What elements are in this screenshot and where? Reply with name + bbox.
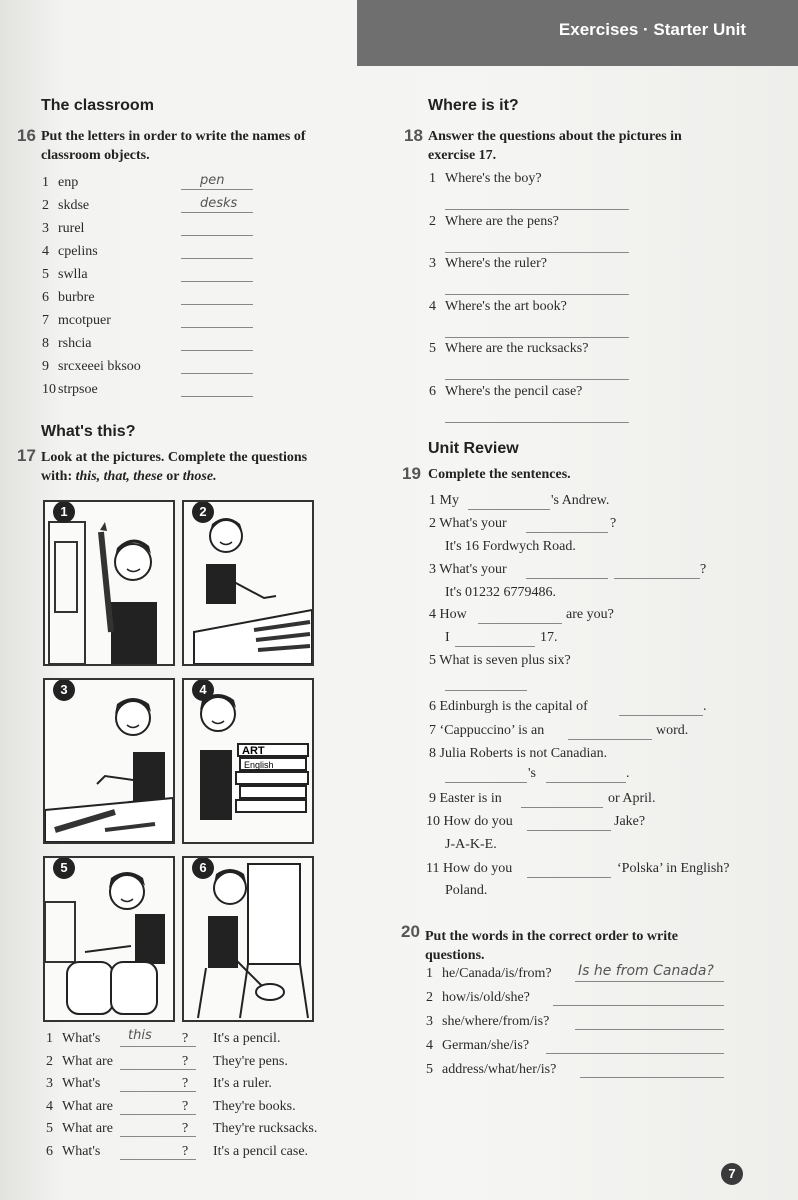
panel-badge-5: 5 — [53, 857, 75, 879]
list-item — [42, 244, 98, 260]
answer-line[interactable] — [181, 212, 253, 213]
header-banner — [357, 0, 798, 66]
review-8-end: . — [626, 766, 630, 781]
section-title-where-is-it: Where is it? — [428, 97, 519, 114]
scrambled-word: mcotpuer — [58, 313, 111, 328]
review-4-reply-start: I — [445, 630, 450, 645]
question-text: Where are the pens? — [445, 213, 559, 229]
item-number: 1 — [42, 175, 49, 190]
item-number: 8 — [42, 336, 49, 351]
answer-line[interactable] — [546, 1053, 724, 1054]
question-start: What's — [62, 1076, 101, 1091]
list-item — [42, 290, 95, 306]
answer-line[interactable] — [445, 337, 629, 338]
scrambled-word: cpelins — [58, 244, 98, 259]
review-1-end: 's Andrew. — [551, 493, 610, 508]
question-row — [426, 1038, 529, 1054]
picture-panel-3 — [43, 678, 175, 844]
question-mark: ? — [182, 1121, 189, 1136]
review-11-start: 11 How do you — [426, 861, 513, 876]
review-10-start: 10 How do you — [426, 814, 513, 829]
item-number: 6 — [42, 290, 49, 305]
boy-pointing-at-pens-icon — [184, 502, 312, 664]
question-row — [426, 966, 552, 982]
answer-line[interactable] — [181, 258, 253, 259]
question-row — [46, 1054, 113, 1070]
item-number: 4 — [42, 244, 49, 259]
panel-badge-2: 2 — [192, 501, 214, 523]
review-7-start: 7 ‘Cappuccino’ is an — [429, 723, 545, 738]
item-number: 3 — [46, 1076, 53, 1091]
jumbled-words: she/where/from/is? — [442, 1014, 550, 1029]
item-number: 5 — [426, 1062, 433, 1077]
question-start: What's — [62, 1143, 101, 1159]
panel-badge-6: 6 — [192, 857, 214, 879]
answer-line-19-6[interactable] — [619, 715, 703, 716]
item-number: 6 — [429, 383, 436, 399]
answer-line-19-2[interactable] — [526, 532, 608, 533]
instruction-17-or: or — [162, 469, 183, 484]
jumbled-words: German/she/is? — [442, 1038, 530, 1053]
answer-line[interactable] — [445, 252, 629, 253]
list-item — [42, 267, 88, 283]
list-item — [42, 198, 89, 214]
scrambled-word: burbre — [58, 290, 95, 305]
instruction-17-part-b: with: — [41, 469, 76, 484]
item-number: 1 — [46, 1031, 53, 1046]
review-4-start: 4 How — [429, 607, 467, 622]
answer-line-19-4b[interactable] — [455, 646, 535, 647]
answer-line[interactable] — [445, 379, 629, 380]
answer-line[interactable] — [181, 350, 253, 351]
review-2-start: 2 What's your — [429, 516, 507, 531]
answer-line-19-10[interactable] — [527, 830, 611, 831]
handwritten-answer: pen — [200, 173, 225, 188]
jumbled-words: he/Canada/is/from? — [442, 966, 552, 981]
answer-line[interactable] — [445, 209, 629, 210]
question-row — [429, 171, 542, 187]
boy-with-pencil-icon — [45, 502, 173, 664]
section-title-classroom: The classroom — [41, 97, 154, 114]
list-item — [42, 175, 78, 191]
list-item — [42, 336, 91, 352]
question-row — [429, 299, 567, 315]
reply-text: They're books. — [213, 1098, 296, 1114]
review-3-reply: It's 01232 6779486. — [445, 585, 557, 600]
answer-line-19-7[interactable] — [568, 739, 652, 740]
question-row — [429, 341, 588, 357]
boy-holding-books-icon — [184, 680, 312, 842]
answer-line[interactable] — [445, 294, 629, 295]
panel-badge-4: 4 — [192, 679, 214, 701]
answer-line-19-8b[interactable] — [546, 782, 626, 783]
picture-panel-1 — [43, 500, 175, 666]
review-6-start: 6 Edinburgh is the capital of — [429, 699, 588, 714]
review-4-end: are you? — [566, 607, 614, 622]
answer-line[interactable] — [575, 981, 724, 982]
question-row — [429, 214, 559, 230]
item-number: 3 — [429, 256, 436, 271]
picture-panel-2 — [182, 500, 314, 666]
answer-line-19-9[interactable] — [521, 807, 603, 808]
picture-panel-6 — [182, 856, 314, 1022]
review-2-end: ? — [610, 516, 617, 531]
answer-line-19-11[interactable] — [527, 877, 611, 878]
item-number: 2 — [42, 198, 49, 213]
list-item — [42, 382, 98, 398]
item-number: 4 — [46, 1098, 53, 1114]
answer-line[interactable] — [181, 235, 253, 236]
scrambled-word: skdse — [58, 198, 90, 213]
review-10-end: Jake? — [614, 814, 646, 829]
review-6-end: . — [703, 699, 707, 714]
question-text: Where's the boy? — [445, 171, 542, 186]
reply-text: It's a pencil. — [213, 1031, 281, 1046]
item-number: 3 — [426, 1014, 433, 1029]
review-7-end: word. — [656, 723, 689, 738]
review-8: 8 Julia Roberts is not Canadian. — [429, 746, 608, 761]
answer-line[interactable] — [181, 396, 253, 397]
question-start: What are — [62, 1121, 113, 1136]
boy-with-ruler-icon — [45, 680, 173, 842]
item-number: 7 — [42, 313, 49, 328]
section-title-unit-review: Unit Review — [428, 440, 519, 457]
review-2-reply: It's 16 Fordwych Road. — [445, 539, 576, 554]
review-11-reply: Poland. — [445, 883, 488, 898]
answer-line-19-8a[interactable] — [445, 782, 527, 783]
question-text: Where's the ruler? — [445, 256, 548, 271]
answer-line[interactable] — [445, 422, 629, 423]
answer-line[interactable] — [181, 281, 253, 282]
exercise-number-16: 16 — [17, 126, 36, 145]
review-5: 5 What is seven plus six? — [429, 653, 571, 668]
answer-line-19-3a[interactable] — [526, 578, 608, 579]
instruction-17-last: those. — [182, 469, 217, 484]
list-item — [42, 359, 141, 375]
banner-title: Exercises · Starter Unit — [558, 20, 746, 39]
question-mark: ? — [182, 1098, 189, 1114]
boy-with-rucksacks-icon — [45, 858, 173, 1020]
item-number: 5 — [42, 267, 49, 282]
scrambled-word: enp — [58, 175, 79, 190]
reply-text: It's a pencil case. — [213, 1143, 309, 1159]
answer-line-19-4a[interactable] — [478, 623, 562, 624]
instruction-18: Answer the questions about the pictures in exercise 17. — [428, 129, 682, 163]
handwritten-answer: this — [128, 1028, 152, 1043]
page-number: 7 — [721, 1163, 743, 1185]
exercise-number-19: 19 — [402, 464, 421, 483]
item-number: 1 — [429, 171, 436, 186]
instruction-17 — [41, 448, 341, 486]
review-8-apostrophe: 's — [528, 766, 536, 781]
item-number: 1 — [426, 966, 433, 981]
answer-line[interactable] — [575, 1029, 724, 1030]
scrambled-word: rurel — [58, 221, 85, 236]
section-title-whats-this: What's this? — [41, 423, 136, 440]
exercise-number-20: 20 — [401, 922, 420, 941]
exercise-number-18: 18 — [404, 126, 423, 145]
answer-line[interactable] — [553, 1005, 724, 1006]
scrambled-word: swlla — [58, 267, 88, 282]
question-mark: ? — [182, 1143, 189, 1159]
panel-badge-3: 3 — [53, 679, 75, 701]
answer-line[interactable] — [580, 1077, 724, 1078]
review-9-end: or April. — [608, 791, 656, 806]
instruction-20: Put the words in the correct order to write questions. — [425, 929, 678, 963]
reply-text: It's a ruler. — [213, 1076, 272, 1091]
answer-line-19-1[interactable] — [468, 509, 550, 510]
instruction-16: Put the letters in order to write the names of classroom objects. — [41, 129, 306, 163]
item-number: 2 — [426, 990, 433, 1005]
review-1-start: 1 My — [429, 493, 459, 508]
question-row — [426, 1062, 556, 1078]
handwritten-answer: Is he from Canada? — [578, 963, 714, 979]
review-3-start: 3 What's your — [429, 562, 507, 577]
exercise-number-17: 17 — [17, 446, 36, 465]
question-text: Where's the pencil case? — [445, 383, 583, 399]
review-4-reply-end: 17. — [540, 630, 558, 645]
picture-panel-5 — [43, 856, 175, 1022]
answer-line-19-3b[interactable] — [614, 578, 700, 579]
list-item — [42, 313, 111, 329]
reply-text: They're pens. — [213, 1053, 288, 1069]
item-number: 9 — [42, 359, 49, 374]
question-text: Where are the rucksacks? — [445, 341, 589, 356]
question-row — [46, 1076, 100, 1092]
review-11-end: ‘Polska’ in English? — [617, 861, 730, 876]
item-number: 2 — [429, 213, 436, 229]
question-row — [429, 384, 582, 400]
handwritten-answer: desks — [200, 196, 238, 211]
item-number: 4 — [429, 298, 436, 314]
boy-at-pencil-case-icon — [184, 858, 312, 1020]
item-number: 6 — [46, 1143, 53, 1159]
list-item — [42, 221, 84, 237]
jumbled-words: how/is/old/she? — [442, 990, 530, 1005]
question-row — [426, 990, 530, 1006]
book-label-english: English — [244, 760, 274, 770]
item-number: 4 — [426, 1038, 433, 1053]
instruction-17-words: this, that, these — [75, 469, 163, 484]
question-text: Where's the art book? — [445, 298, 567, 314]
scrambled-word: rshcia — [58, 336, 92, 351]
jumbled-words: address/what/her/is? — [442, 1062, 557, 1077]
question-row — [426, 1014, 549, 1030]
item-number: 5 — [429, 341, 436, 356]
question-row — [46, 1144, 100, 1160]
picture-panel-4 — [182, 678, 314, 844]
review-10-reply: J-A-K-E. — [445, 837, 497, 852]
item-number: 10 — [42, 382, 56, 397]
question-mark: ? — [182, 1076, 189, 1091]
answer-line[interactable] — [181, 327, 253, 328]
question-mark: ? — [182, 1031, 189, 1046]
question-row — [46, 1031, 100, 1047]
question-start: What are — [62, 1053, 113, 1069]
book-label-art: ART — [242, 745, 265, 757]
question-start: What are — [62, 1098, 113, 1114]
answer-line[interactable] — [181, 304, 253, 305]
item-number: 3 — [42, 221, 49, 236]
scrambled-word: srcxeeei bksoo — [58, 359, 141, 374]
item-number: 2 — [46, 1053, 53, 1069]
answer-line-19-5[interactable] — [445, 690, 527, 691]
instruction-19: Complete the sentences. — [428, 467, 571, 482]
question-mark: ? — [182, 1053, 189, 1069]
question-row — [46, 1099, 113, 1115]
panel-badge-1: 1 — [53, 501, 75, 523]
review-3-end: ? — [700, 562, 707, 577]
instruction-17-part-a: Look at the pictures. Complete the questions — [41, 450, 308, 465]
answer-line[interactable] — [181, 189, 253, 190]
review-9-start: 9 Easter is in — [429, 791, 502, 806]
question-row — [46, 1121, 113, 1137]
reply-text: They're rucksacks. — [213, 1121, 318, 1136]
question-row — [429, 256, 547, 272]
scrambled-word: strpsoe — [58, 382, 98, 397]
item-number: 5 — [46, 1121, 53, 1136]
answer-line[interactable] — [181, 373, 253, 374]
question-start: What's — [62, 1031, 101, 1046]
